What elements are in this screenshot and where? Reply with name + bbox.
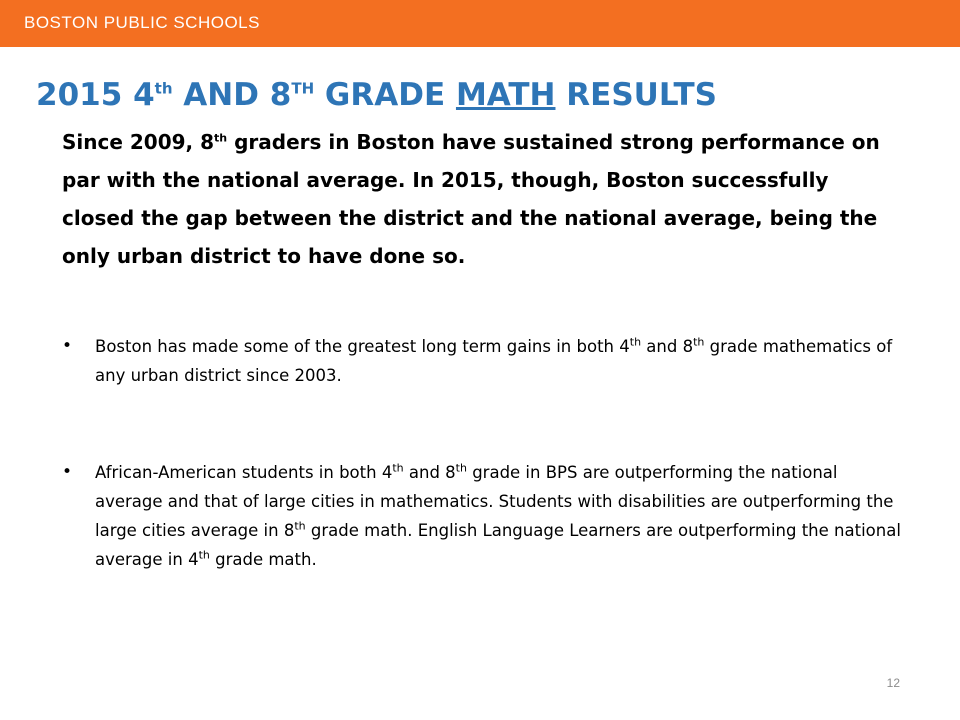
bullet-sup: th [693, 335, 705, 349]
bullet-text-part: African-American students in both 4 [95, 463, 393, 482]
bullet-text-part: grade math. [209, 550, 317, 569]
intro-sup: th [214, 131, 228, 145]
bullet-sup: th [455, 461, 467, 475]
title-middle: AND 8 [172, 77, 292, 113]
bullet-text [95, 458, 905, 574]
title-grade: GRADE [314, 77, 456, 113]
bullet-text-part: Boston has made some of the greatest long term gains in both 4 [95, 337, 630, 356]
bullet-sup: th [392, 461, 404, 475]
slide-title [36, 75, 717, 115]
intro-part-1: Since 2009, 8 [62, 130, 215, 154]
bullet-text-part: grade mathematics of any urban district since 2003. [95, 337, 893, 385]
bullet-dot-icon: • [62, 462, 73, 482]
title-sup-2: TH [291, 79, 315, 98]
intro-part-2: graders in Boston have sustained strong performance on par with the national average. In 2015, though, Boston successfully closed the gap between the district and the national average, being the only urban district to have done so. [62, 130, 880, 268]
header-banner [0, 0, 960, 47]
intro-paragraph [62, 123, 892, 275]
title-math-underlined: MATH [455, 77, 556, 113]
bullet-sup: th [629, 335, 642, 349]
title-results: RESULTS [555, 77, 717, 113]
bullet-text [95, 332, 905, 390]
bullet-sup: th [198, 548, 210, 562]
bullet-text-part: and 8 [403, 463, 456, 482]
bullet-sup: th [294, 519, 306, 533]
title-sup-1: th [154, 79, 173, 98]
title-year: 2015 4 [36, 77, 155, 113]
page-number: 12 [886, 676, 900, 690]
bullet-dot-icon: • [62, 336, 73, 356]
bullet-text-part: grade math. English Language Learners are outperforming the national average in 4 [95, 521, 901, 569]
bullet-text-part: and 8 [641, 337, 694, 356]
bullet-text-part: grade in BPS are outperforming the national average and that of large cities in mathematics. Students with disabilities are outperforming the large cities average in 8 [95, 463, 894, 540]
org-name: BOSTON PUBLIC SCHOOLS [24, 13, 260, 32]
